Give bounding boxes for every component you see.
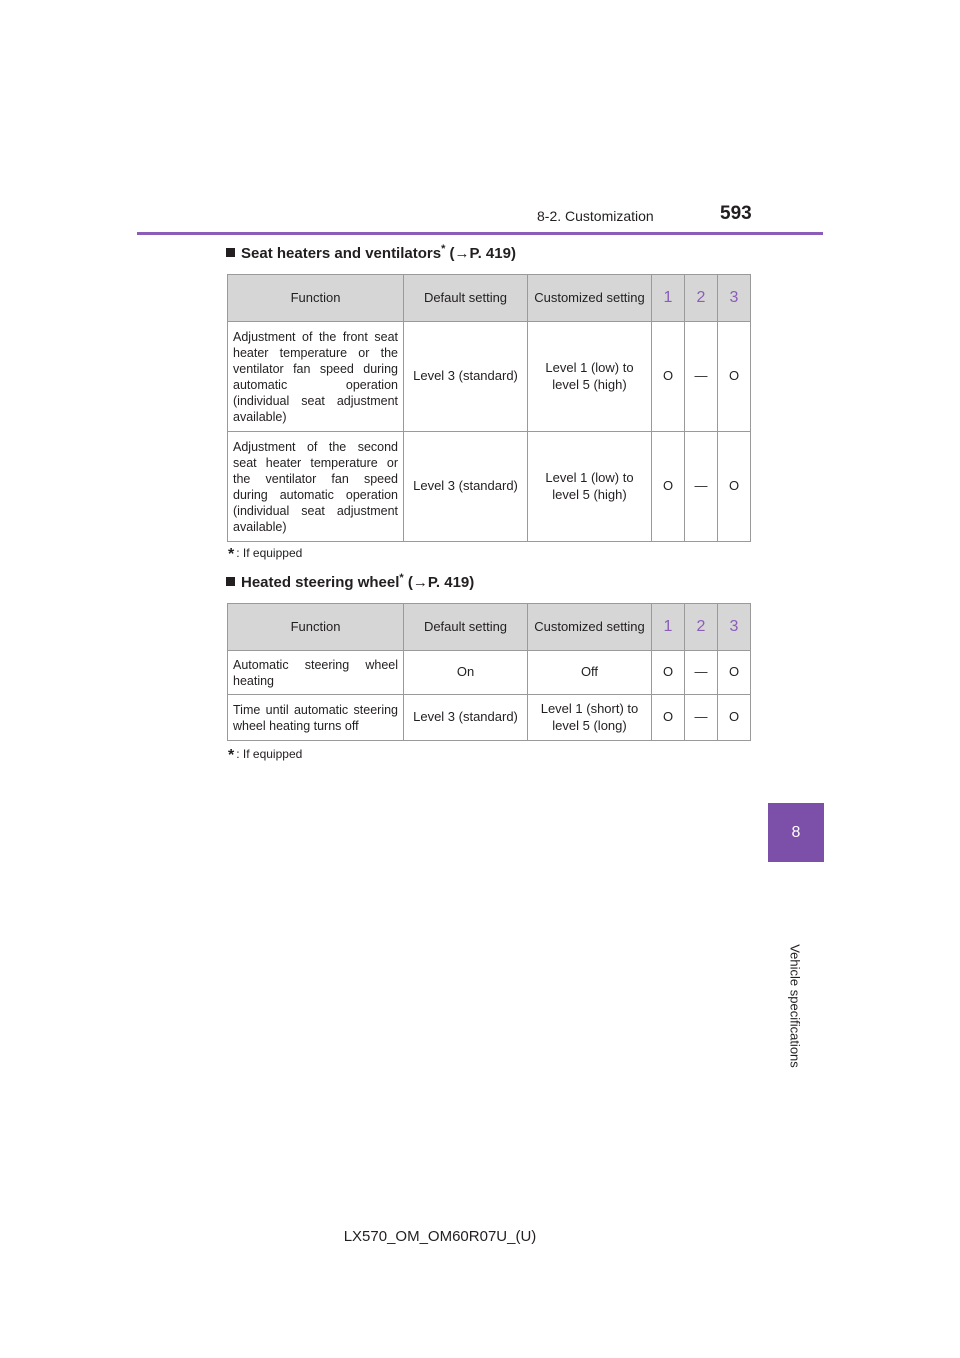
default-cell: On [404, 651, 528, 695]
page-number: 593 [720, 203, 752, 224]
footnote-star: * [228, 747, 235, 764]
column-header-customized: Customized setting [528, 604, 652, 651]
default-cell: Level 3 (standard) [404, 432, 528, 542]
column-header-customized: Customized setting [528, 275, 652, 322]
footnote-seat-heaters [228, 546, 302, 564]
footnote-marker: * [399, 572, 404, 584]
customized-cell: Off [528, 651, 652, 695]
section-title-text: Heated steering wheel [241, 574, 400, 591]
footnote-heated-steering [228, 747, 302, 765]
mark-cell-2: — [685, 322, 718, 432]
column-header-default: Default setting [404, 604, 528, 651]
mark-cell-3: O [718, 432, 751, 542]
function-cell: Automatic steering wheel heating [228, 651, 404, 695]
mark-cell-3: O [718, 651, 751, 695]
table-row [228, 322, 751, 432]
column-header-function: Function [228, 604, 404, 651]
footnote-text: : If equipped [236, 747, 303, 761]
mark-cell-1: O [652, 322, 685, 432]
mark-cell-1: O [652, 695, 685, 741]
table-row [228, 432, 751, 542]
footnote-marker: * [441, 243, 446, 255]
column-header-2: 2 [685, 275, 718, 322]
table-header-row [228, 275, 751, 322]
table-row [228, 651, 751, 695]
customized-cell: Level 1 (short) to level 5 (long) [528, 695, 652, 741]
table-header-row [228, 604, 751, 651]
square-bullet-icon [226, 248, 235, 257]
column-header-3: 3 [718, 275, 751, 322]
mark-cell-2: — [685, 651, 718, 695]
chapter-number: 8 [791, 823, 801, 841]
header-rule [137, 232, 823, 235]
column-header-1: 1 [652, 604, 685, 651]
page-reference-link[interactable]: (→P. 419) [449, 245, 516, 262]
default-cell: Level 3 (standard) [404, 695, 528, 741]
mark-cell-3: O [718, 695, 751, 741]
default-cell: Level 3 (standard) [404, 322, 528, 432]
section-title-seat-heaters [226, 243, 516, 262]
page-reference-link[interactable]: (→P. 419) [407, 574, 475, 591]
column-header-1: 1 [652, 275, 685, 322]
column-header-default: Default setting [404, 275, 528, 322]
footer-document-code [0, 1228, 960, 1245]
footer-code-text: LX570_OM_OM60R07U_(U) [343, 1228, 537, 1245]
section-title-heated-steering [226, 572, 474, 591]
column-header-2: 2 [685, 604, 718, 651]
chapter-tab[interactable] [768, 803, 824, 862]
section-title-text: Seat heaters and ventilators [241, 245, 442, 262]
header-section-title: 8-2. Customization [537, 208, 654, 224]
mark-cell-2: — [685, 432, 718, 542]
square-bullet-icon [226, 577, 235, 586]
customized-cell: Level 1 (low) to level 5 (high) [528, 322, 652, 432]
heated-steering-table [227, 603, 751, 741]
function-cell: Adjustment of the second seat heater temperature or the ventilator fan speed during automatic operation (individual seat adjustment available) [228, 432, 404, 542]
mark-cell-3: O [718, 322, 751, 432]
customized-cell: Level 1 (low) to level 5 (high) [528, 432, 652, 542]
chapter-label: Vehicle specifications [787, 944, 803, 1068]
mark-cell-1: O [652, 432, 685, 542]
mark-cell-2: — [685, 695, 718, 741]
function-cell: Adjustment of the front seat heater temperature or the ventilator fan speed during automatic operation (individual seat adjustment available) [228, 322, 404, 432]
footnote-star: * [228, 546, 235, 563]
footnote-text: : If equipped [236, 546, 303, 560]
seat-heaters-table [227, 274, 751, 542]
table-row [228, 695, 751, 741]
column-header-3: 3 [718, 604, 751, 651]
function-cell: Time until automatic steering wheel heating turns off [228, 695, 404, 741]
mark-cell-1: O [652, 651, 685, 695]
column-header-function: Function [228, 275, 404, 322]
